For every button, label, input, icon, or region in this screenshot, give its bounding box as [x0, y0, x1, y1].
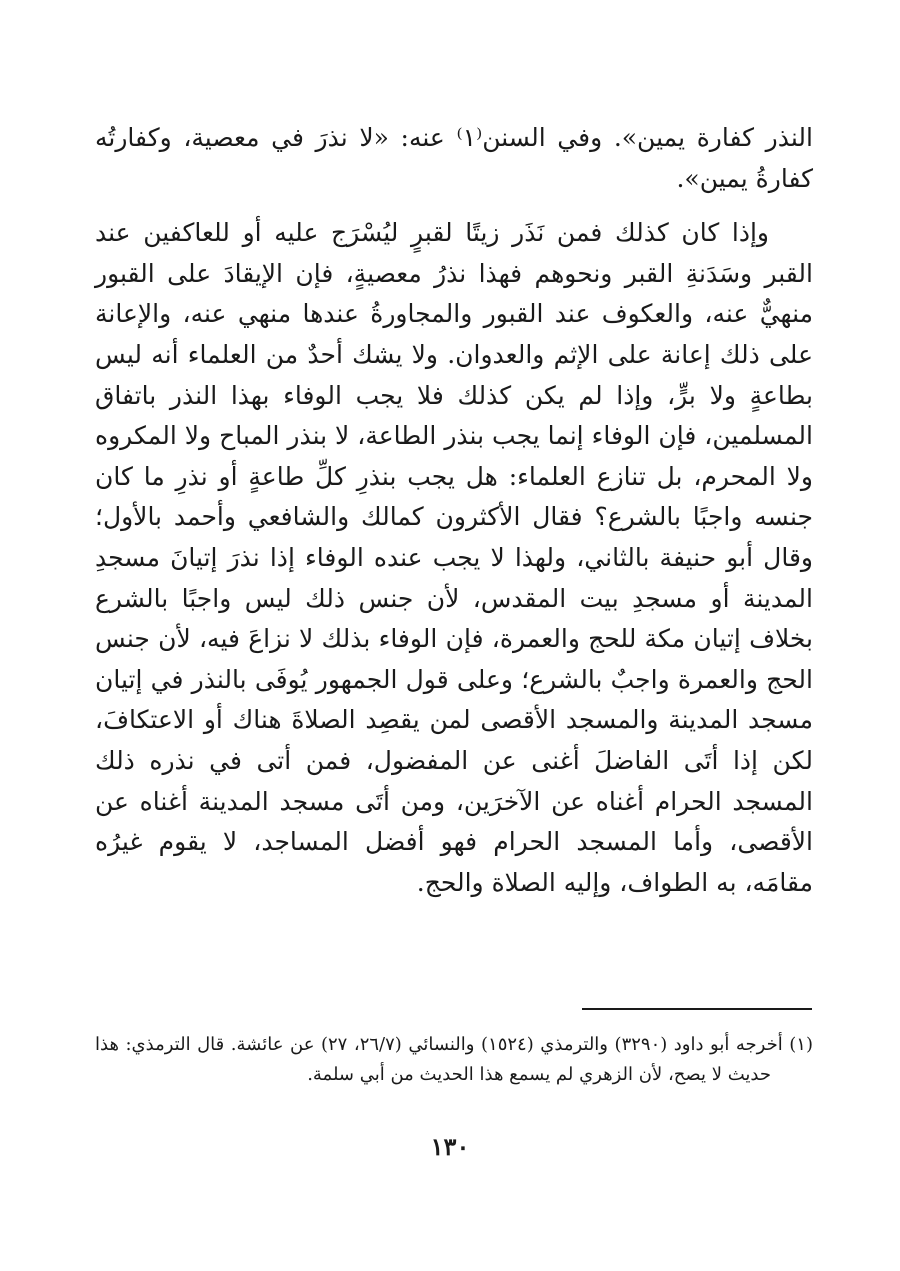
footnote-separator [582, 1008, 812, 1010]
main-text [95, 118, 813, 903]
page-number: ١٣٠ [430, 1132, 470, 1161]
paragraph: وإذا كان كذلك فمن نَذَر زيتًا لقبرٍ ليُسْرَج عليه أو للعاكفين عند القبر وسَدَنةِ القبر ونحوهم فهذا نذرُ معصيةٍ، فإن الإيقادَ على القبور منهيٌّ عنه، والعكوف عند القبور والمجاورةُ عندها منهي عنه، والإعانة على ذلك إعانة على الإثم والعدوان. ولا يشك أحدٌ من العلماء أنه ليس بطاعةٍ ولا برٍّ، وإذا لم يكن كذلك فلا يجب الوفاء بهذا النذر باتفاق المسلمين، فإن الوفاء إنما يجب بنذر الطاعة، لا بنذر المباح ولا المكروه ولا المحرم، بل تنازع العلماء: هل يجب بنذرِ كلِّ طاعةٍ أو نذرِ ما كان جنسه واجبًا بالشرع؟ فقال الأكثرون كمالك والشافعي وأحمد بالأول؛ وقال أبو حنيفة بالثاني، ولهذا لا يجب عنده الوفاء إذا نذرَ إتيانَ مسجدِ المدينة أو مسجدِ بيت المقدس، لأن جنس ذلك ليس واجبًا بالشرع بخلاف إتيان مكة للحج والعمرة، فإن الوفاء بذلك لا نزاعَ فيه، لأن جنس الحج والعمرة واجبٌ بالشرع؛ وعلى قول الجمهور يُوفَى بالنذر في إتيان مسجد المدينة والمسجد الأقصى لمن يقصِد الصلاةَ هناك أو الاعتكافَ، لكن إذا أتَى الفاضلَ أغنى عن المفضول، فمن أتى في نذره ذلك المسجد الحرام أغناه عن الآخرَين، ومن أتَى مسجد المدينة أغناه عن الأقصى، وأما المسجد الحرام فهو أفضل المساجد، لا يقوم غيرُه مقامَه، به الطواف، وإليه الصلاة والحج. [95, 218, 814, 897]
paragraph: النذر كفارة يمين». وفي السنن⁽١⁾ عنه: «لا نذرَ في معصية، وكفارتُه كفارةُ يمين». [95, 123, 813, 193]
footnote: (١) أخرجه أبو داود (٣٢٩٠) والترمذي (١٥٢٤) والنسائي (٢٦/٧، ٢٧) عن عائشة. قال الترمذي: هذا حديث لا يصح، لأن الزهري لم يسمع هذا الحديث من أبي سلمة. [95, 1034, 813, 1085]
footnotes [95, 1030, 813, 1090]
